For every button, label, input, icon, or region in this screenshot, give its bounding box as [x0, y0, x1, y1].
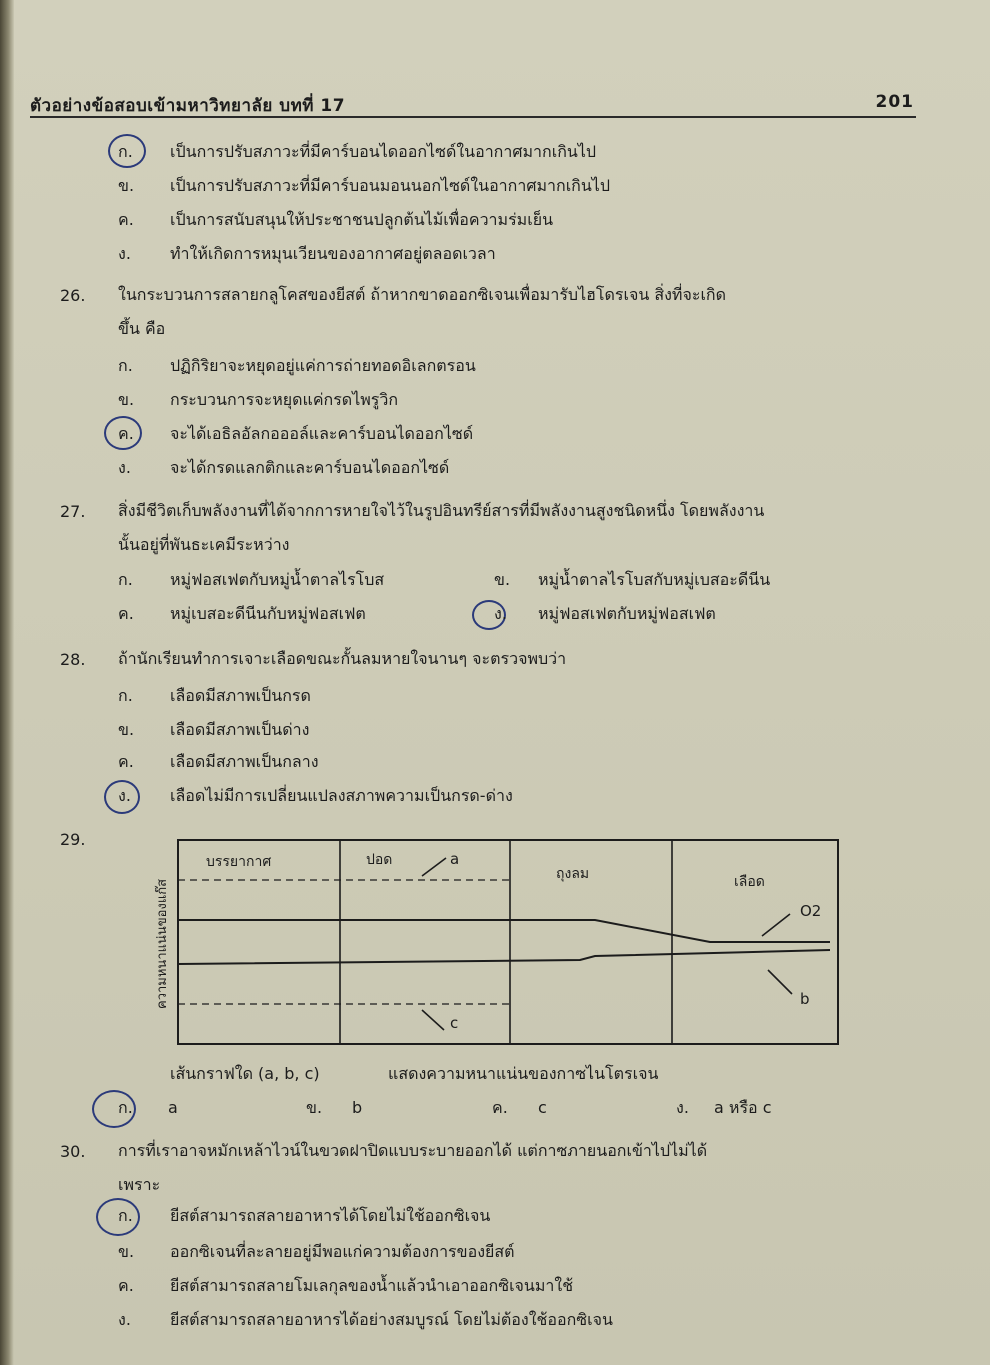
q26-option-c[interactable]: ค. จะได้เอธิลอัลกอออล์และคาร์บอนไดออกไซด์ [118, 424, 474, 443]
q25-option-d[interactable]: ง. ทำให้เกิดการหมุนเวียนของอากาศอยู่ตลอดเวลา [118, 244, 496, 263]
q28-option-d[interactable]: ง. เลือดไม่มีการเปลี่ยนแปลงสภาพความเป็นกรด-ด่าง [118, 786, 513, 805]
q25-option-c[interactable]: ค. เป็นการสนับสนุนให้ประชาชนปลูกต้นไม้เพื่อความร่มเย็น [118, 210, 554, 229]
label-b: b [800, 990, 810, 1008]
q30-option-b[interactable]: ข. ออกซิเจนที่ละลายอยู่มีพอแก่ความต้องการของยีสต์ [118, 1242, 515, 1261]
q27-option-b[interactable]: ข. หมู่น้ำตาลไรโบสกับหมู่เบสอะดีนีน [494, 570, 771, 589]
curve-o2 [178, 920, 830, 942]
q29-option-d[interactable]: ง. a หรือ c [676, 1098, 772, 1117]
pointer-b [768, 970, 792, 994]
q27-option-a[interactable]: ก. หมู่ฟอสเฟตกับหมู่น้ำตาลไรโบส [118, 570, 385, 589]
question-number: 26. [60, 286, 86, 305]
question-number: 27. [60, 502, 86, 521]
q30-option-c[interactable]: ค. ยีสต์สามารถสลายโมเลกุลของน้ำแล้วนำเอาออกซิเจนมาใช้ [118, 1276, 574, 1295]
question-text-line: ขึ้น คือ [118, 319, 166, 338]
q27-option-c[interactable]: ค. หมู่เบสอะดีนีนกับหมู่ฟอสเฟต [118, 604, 366, 623]
pointer-o2 [762, 914, 790, 936]
gas-density-diagram [155, 838, 840, 1048]
q29-option-c[interactable]: ค. c [492, 1098, 547, 1117]
region-label-blood: เลือด [734, 874, 765, 890]
region-label-alveoli: ถุงลม [556, 866, 590, 882]
q25-option-a[interactable]: ก. เป็นการปรับสภาวะที่มีคาร์บอนไดออกไซด์ในอากาศมากเกินไป [118, 142, 597, 161]
q26-option-d[interactable]: ง. จะได้กรดแลกติกและคาร์บอนไดออกไซด์ [118, 458, 450, 477]
q26-option-b[interactable]: ข. กระบวนการจะหยุดแค่กรดไพรูวิก [118, 390, 399, 409]
region-label-atmosphere: บรรยากาศ [206, 854, 272, 870]
header-title: ตัวอย่างข้อสอบเข้ามหาวิทยาลัย บทที่ 17 [30, 96, 346, 116]
label-o2: O2 [800, 902, 822, 920]
q29-option-b[interactable]: ข. b [306, 1098, 363, 1117]
label-c: c [450, 1014, 459, 1032]
q28-option-c[interactable]: ค. เลือดมีสภาพเป็นกลาง [118, 752, 319, 771]
question-text-line: ในกระบวนการสลายกลูโคสของยีสต์ ถ้าหากขาดออกซิเจนเพื่อมารับไฮโดรเจน สิ่งที่จะเกิด [118, 285, 726, 304]
question-text-line: นั้นอยู่ที่พันธะเคมีระหว่าง [118, 535, 290, 554]
question-number: 29. [60, 830, 86, 849]
binding-edge [0, 0, 14, 1365]
q27-option-d[interactable]: ง. หมู่ฟอสเฟตกับหมู่ฟอสเฟต [494, 604, 716, 623]
y-axis-label: ความหนาแน่นของแก๊ส [155, 879, 170, 1009]
q26-option-a[interactable]: ก. ปฏิกิริยาจะหยุดอยู่แค่การถ่ายทอดอิเลกตรอน [118, 356, 476, 375]
question-number: 28. [60, 650, 86, 669]
page-header [30, 92, 918, 118]
q25-option-b[interactable]: ข. เป็นการปรับสภาวะที่มีคาร์บอนมอนนอกไซด์ในอากาศมากเกินไป [118, 176, 610, 195]
question-text-line: เพราะ [118, 1175, 161, 1194]
pointer-c [422, 1010, 444, 1030]
region-label-lung: ปอด [366, 852, 393, 868]
label-a: a [450, 850, 460, 868]
question-text-line: ถ้านักเรียนทำการเจาะเลือดขณะกั้นลมหายใจนานๆ จะตรวจพบว่า [118, 649, 567, 668]
diagram-caption-left: เส้นกราฟใด (a, b, c) [170, 1064, 320, 1083]
diagram-caption-right: แสดงความหนาแน่นของกาซไนโตรเจน [388, 1064, 659, 1083]
question-text-line: สิ่งมีชีวิตเก็บพลังงานที่ได้จากการหายใจไว้ในรูปอินทรีย์สารที่มีพลังงานสูงชนิดหนึ่ง โดยพลังงาน [118, 501, 765, 520]
question-text-line: การที่เราอาจหมักเหล้าไวน์ในขวดฝาปิดแบบระบายออกได้ แต่กาซภายนอกเข้าไปไม่ได้ [118, 1141, 708, 1160]
q30-option-d[interactable]: ง. ยีสต์สามารถสลายอาหารได้อย่างสมบูรณ์ โดยไม่ต้องใช้ออกซิเจน [118, 1310, 613, 1329]
curve-b [178, 950, 830, 964]
q28-option-b[interactable]: ข. เลือดมีสภาพเป็นด่าง [118, 720, 310, 739]
q29-option-a[interactable]: ก. a [118, 1098, 178, 1117]
q28-option-a[interactable]: ก. เลือดมีสภาพเป็นกรด [118, 686, 311, 705]
page-number: 201 [875, 92, 914, 112]
header-rule [30, 116, 916, 118]
q30-option-a[interactable]: ก. ยีสต์สามารถสลายอาหารได้โดยไม่ใช้ออกซิเจน [118, 1206, 491, 1225]
question-number: 30. [60, 1142, 86, 1161]
pointer-a [422, 858, 446, 876]
